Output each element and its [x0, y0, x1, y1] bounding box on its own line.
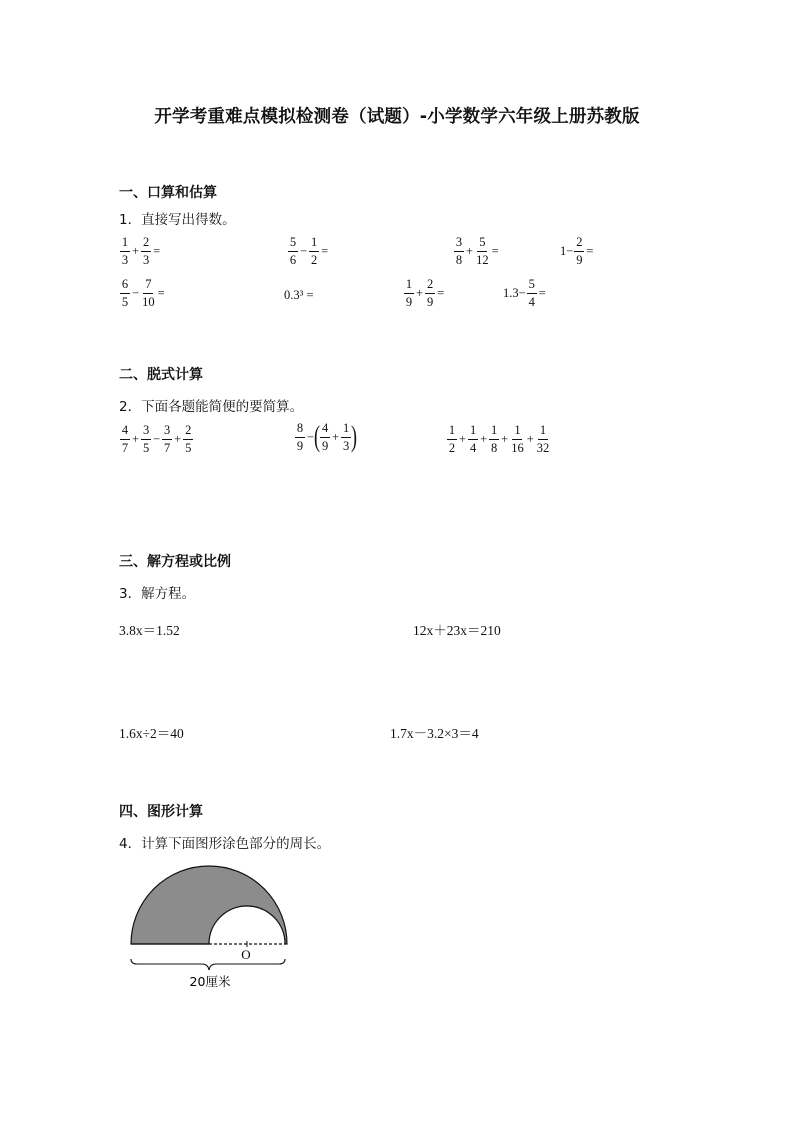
- page-title: 开学考重难点模拟检测卷（试题）-小学数学六年级上册苏教版: [154, 107, 640, 127]
- section-heading-stepwise-calc: 二、脱式计算: [119, 367, 203, 383]
- semicircle-figure: [120, 858, 300, 993]
- q1-expression-h: 1.3− $\frac{5}{4}$ =: [503, 277, 546, 309]
- fraction: $\frac{2}{3}$: [142, 235, 150, 267]
- section-heading-geometry: 四、图形计算: [119, 804, 203, 820]
- dimension-brace: [131, 959, 285, 970]
- q3-equation-c: 1.6x÷2＝40: [119, 726, 184, 741]
- q1-expression-a: $\frac{1}{3}$ + $\frac{2}{3}$ =: [121, 235, 161, 267]
- q3-equation-d: 1.7x－3.2×3＝4: [390, 726, 479, 741]
- question-1-prompt: 1．直接写出得数。: [119, 212, 236, 228]
- q1-expression-c: $\frac{3}{8}$ + $\frac{5}{12}$ =: [455, 235, 499, 267]
- section-heading-equations: 三、解方程或比例: [119, 554, 231, 570]
- q2-expression-c: $\frac{1}{2}$ + $\frac{1}{4}$ + $\frac{1}{8}$ + $\frac{1}{16}$ + $\frac{1}{32}$: [448, 423, 550, 455]
- q1-expression-e: $\frac{6}{5}$ − $\frac{7}{10}$ =: [121, 277, 165, 309]
- q2-expression-a: $\frac{4}{7}$ + $\frac{3}{5}$ − $\frac{3}{7}$ + $\frac{2}{5}$: [121, 423, 192, 455]
- section-heading-oral-calc: 一、口算和估算: [119, 185, 217, 201]
- q1-expression-g: $\frac{1}{9}$ + $\frac{2}{9}$ =: [405, 277, 445, 309]
- question-2-prompt: 2．下面各题能简便的要简算。: [119, 399, 304, 415]
- fraction: $\frac{1}{3}$: [121, 235, 129, 267]
- q1-expression-b: $\frac{5}{6}$ − $\frac{1}{2}$ =: [289, 235, 329, 267]
- dimension-label: 20厘米: [189, 974, 231, 989]
- center-label-o: O: [241, 947, 251, 962]
- question-3-prompt: 3．解方程。: [119, 586, 196, 602]
- q3-equation-a: 3.8x＝1.52: [119, 623, 180, 638]
- q2-expression-b: $\frac{8}{9}$ − ( $\frac{4}{9}$ + $\frac{1}{3}$ ): [296, 420, 358, 453]
- question-4-prompt: 4．计算下面图形涂色部分的周长。: [119, 836, 331, 852]
- q1-expression-f: 0.3³ =: [284, 288, 314, 302]
- q3-equation-b: 12x＋23x＝210: [413, 623, 501, 638]
- q1-expression-d: 1− $\frac{2}{9}$ =: [560, 235, 594, 267]
